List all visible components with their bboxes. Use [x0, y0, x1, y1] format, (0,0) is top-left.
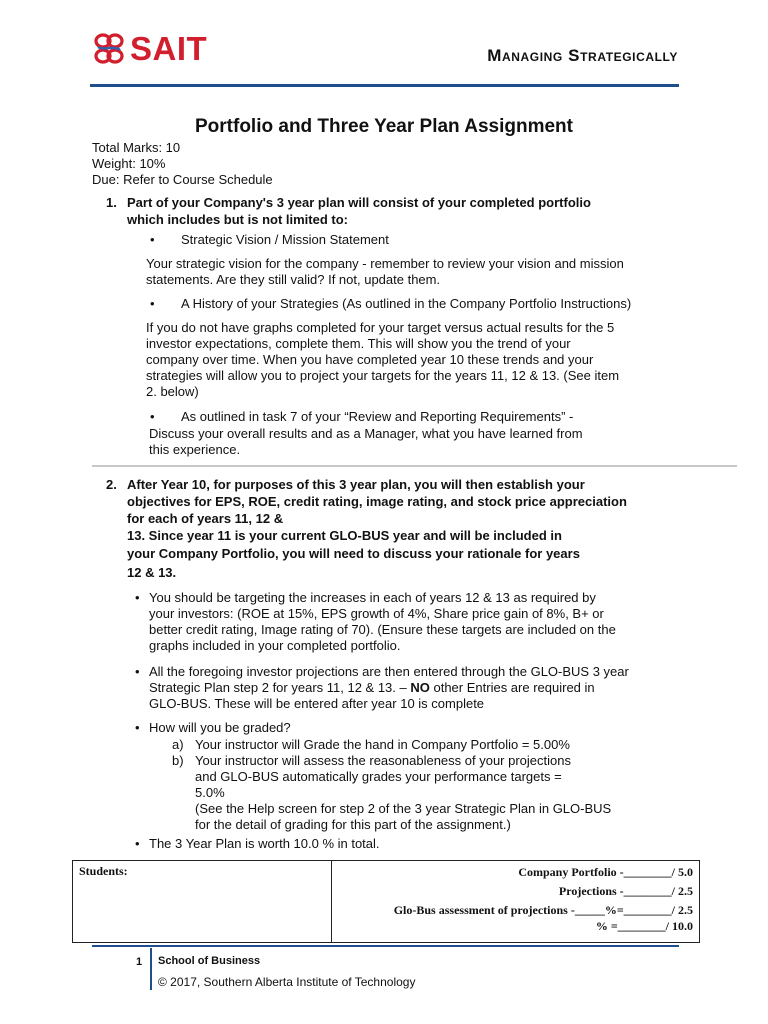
section2-heading-line2: objectives for EPS, ROE, credit rating, image rating, and stock price appreciation	[127, 494, 627, 509]
section1-bullet1: Strategic Vision / Mission Statement	[181, 232, 389, 247]
section1-para2-line2: investor expectations, complete them. This will show you the trend of your	[146, 336, 571, 351]
marks-row-company-portfolio: Company Portfolio -________/ 5.0	[518, 865, 693, 879]
students-cell	[73, 861, 332, 943]
bullet-icon: •	[150, 232, 155, 247]
footer-vertical-rule	[150, 948, 152, 990]
section1-heading-line2: which includes but is not limited to:	[127, 212, 348, 227]
item-a-text: Your instructor will Grade the hand in Company Portfolio = 5.00%	[195, 737, 570, 752]
section-divider	[92, 465, 737, 467]
marks-cell	[332, 861, 700, 943]
item-b-line1: Your instructor will assess the reasonableness of your projections	[195, 753, 571, 768]
item-b-line3: 5.0%	[195, 785, 225, 800]
section2-b2-line2-text: Strategic Plan step 2 for years 11, 12 & 13. –	[149, 680, 407, 695]
section1-para2-line1: If you do not have graphs completed for your target versus actual results for the 5	[146, 320, 615, 335]
section2-b2-line2	[149, 680, 595, 696]
students-label: Students:	[79, 864, 128, 878]
bullet-icon: •	[150, 409, 155, 424]
marks-table	[72, 860, 700, 943]
page-number: 1	[136, 956, 143, 968]
section2-b3: How will you be graded?	[149, 720, 291, 735]
item-b-line4: (See the Help screen for step 2 of the 3 year Strategic Plan in GLO-BUS	[195, 801, 612, 816]
section1-para2-line3: company over time. When you have completed year 10 these trends and your	[146, 352, 594, 367]
section2-b1-line1: You should be targeting the increases in each of years 12 & 13 as required by	[149, 590, 596, 605]
footer-copyright: © 2017, Southern Alberta Institute of Technology	[158, 975, 416, 989]
section2-b2-line3: GLO-BUS. These will be entered after year 10 is complete	[149, 696, 485, 711]
marks-row-globus-assessment: Glo-Bus assessment of projections -_____%=________/ 2.5	[393, 903, 693, 917]
section2-number: 2.	[106, 477, 117, 492]
section2-heading-line3: for each of years 11, 12 &	[127, 511, 284, 526]
section2-heading-line1: After Year 10, for purposes of this 3 year plan, you will then establish your	[127, 477, 585, 492]
item-b-label: b)	[172, 753, 184, 768]
total-marks: Total Marks: 10	[92, 140, 181, 155]
section1-bullet3-line2: Discuss your overall results and as a Manager, what you have learned from	[149, 426, 583, 441]
item-b-line2: and GLO-BUS automatically grades your performance targets =	[195, 769, 562, 784]
section1-bullet3-line1: As outlined in task 7 of your “Review and Reporting Requirements” -	[181, 409, 574, 424]
header-rule	[90, 84, 679, 87]
section2-b2-line2-end: other Entries are required in	[429, 680, 595, 695]
section1-bullet3-line3: this experience.	[149, 442, 241, 457]
section2-b1-line3: better credit rating, Image rating of 70). (Ensure these targets are included on the	[149, 622, 616, 637]
section1-para2-line5: 2. below)	[146, 384, 199, 399]
section2-heading-line5: your Company Portfolio, you will need to discuss your rationale for years	[127, 546, 580, 561]
bullet-icon: •	[150, 296, 155, 311]
sait-logo	[92, 30, 207, 68]
weight: Weight: 10%	[92, 156, 166, 171]
bullet-icon: •	[135, 664, 140, 679]
section2-b2-line1: All the foregoing investor projections are then entered through the GLO-BUS 3 year	[149, 664, 629, 679]
section1-number: 1.	[106, 195, 117, 210]
due-date: Due: Refer to Course Schedule	[92, 172, 273, 187]
section2-b1-line4: graphs included in your completed portfolio.	[149, 638, 401, 653]
marks-row-total: % =________/ 10.0	[595, 919, 693, 933]
footer-rule	[92, 945, 679, 947]
section2-heading-line4: 13. Since year 11 is your current GLO-BUS year and will be included in	[127, 528, 562, 543]
item-b-line5: for the detail of grading for this part of the assignment.)	[195, 817, 511, 832]
section1-heading-line1: Part of your Company's 3 year plan will consist of your completed portfolio	[127, 195, 591, 210]
document-title: Portfolio and Three Year Plan Assignment	[195, 116, 573, 137]
section2-b1-line2: your investors: (ROE at 15%, EPS growth of 4%, Share price gain of 8%, B+ or	[149, 606, 604, 621]
section2-b4: The 3 Year Plan is worth 10.0 % in total.	[149, 836, 380, 851]
logo-text: SAIT	[130, 30, 208, 67]
bullet-icon: •	[135, 720, 140, 735]
bullet-icon: •	[135, 590, 140, 605]
section1-para2-line4: strategies will allow you to project your targets for the years 11, 12 & 13. (See item	[146, 368, 620, 383]
bullet-icon: •	[135, 836, 140, 851]
section1-bullet2: A History of your Strategies (As outlined in the Company Portfolio Instructions)	[181, 296, 632, 311]
section1-para1-line1: Your strategic vision for the company - remember to review your vision and mission	[146, 256, 624, 271]
section2-heading-line6: 12 & 13.	[127, 565, 177, 580]
item-a-label: a)	[172, 737, 184, 752]
sait-logo-mark-icon	[92, 31, 126, 67]
course-title: Managing Strategically	[487, 46, 678, 65]
section1-para1-line2: statements. Are they still valid? If not, update them.	[146, 272, 441, 287]
no-emphasis: NO	[410, 680, 430, 695]
footer-school: School of Business	[158, 955, 261, 967]
marks-row-projections: Projections -________/ 2.5	[558, 884, 693, 898]
